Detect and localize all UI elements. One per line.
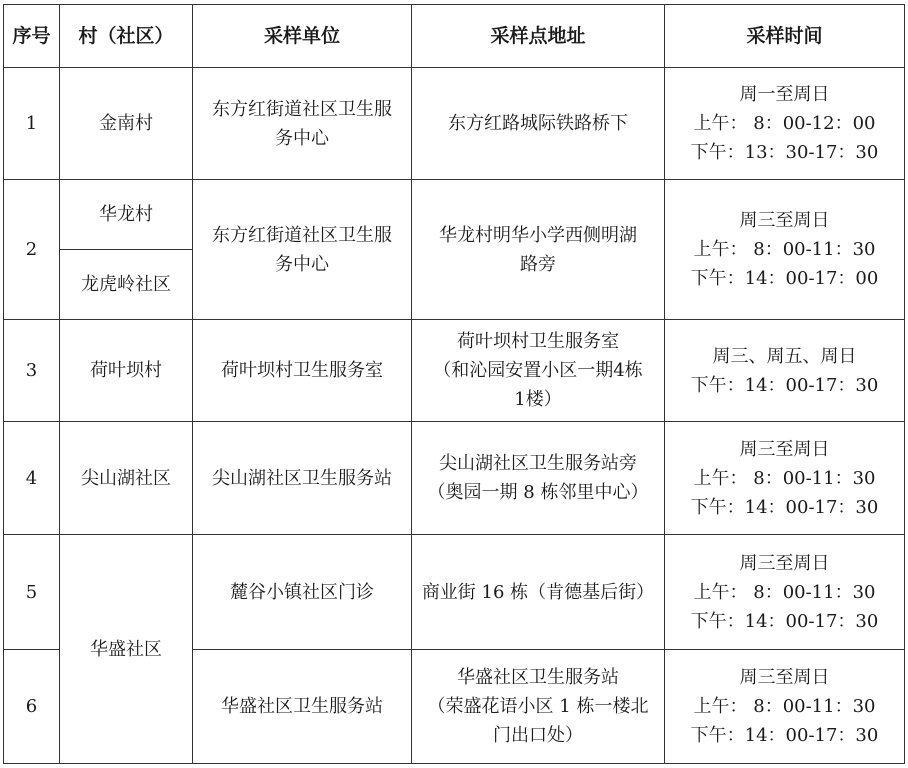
village-cell: 金南村 [60, 68, 193, 180]
unit-cell: 东方红街道社区卫生服 务中心 [193, 180, 412, 320]
village-cell: 龙虎岭社区 [60, 250, 193, 320]
village-cell: 荷叶坝村 [60, 320, 193, 422]
sampling-schedule-table [3, 4, 905, 764]
seq-cell: 4 [4, 422, 60, 535]
time-cell: 周三、周五、周日 下午：14：00-17：30 [665, 320, 905, 422]
village-cell: 华盛社区 [60, 535, 193, 764]
table-row [4, 422, 905, 535]
unit-cell: 华盛社区卫生服务站 [193, 650, 412, 764]
address-cell: 商业街 16 栋（肯德基后街） [412, 535, 665, 650]
village-cell: 华龙村 [60, 180, 193, 250]
time-cell: 周三至周日 上午： 8：00-11：30 下午：14：00-17：30 [665, 535, 905, 650]
address-cell: 华盛社区卫生服务站 （荣盛花语小区 1 栋一楼北 门出口处） [412, 650, 665, 764]
unit-cell: 尖山湖社区卫生服务站 [193, 422, 412, 535]
table-row [4, 180, 905, 250]
header-row [4, 5, 905, 68]
unit-cell: 荷叶坝村卫生服务室 [193, 320, 412, 422]
village-cell: 尖山湖社区 [60, 422, 193, 535]
header-unit: 采样单位 [193, 5, 412, 68]
table-row [4, 320, 905, 422]
time-cell: 周一至周日 上午： 8：00-12：00 下午：13：30-17：30 [665, 68, 905, 180]
unit-cell: 东方红街道社区卫生服 务中心 [193, 68, 412, 180]
header-time: 采样时间 [665, 5, 905, 68]
time-cell: 周三至周日 上午： 8：00-11：30 下午：14：00-17：30 [665, 422, 905, 535]
address-cell: 华龙村明华小学西侧明湖 路旁 [412, 180, 665, 320]
time-cell: 周三至周日 上午： 8：00-11：30 下午：14：00-17：30 [665, 650, 905, 764]
header-village: 村（社区） [60, 5, 193, 68]
seq-cell: 5 [4, 535, 60, 650]
address-cell: 尖山湖社区卫生服务站旁 （奥园一期 8 栋邻里中心） [412, 422, 665, 535]
unit-cell: 麓谷小镇社区门诊 [193, 535, 412, 650]
table-row [4, 535, 905, 650]
time-cell: 周三至周日 上午： 8：00-11：30 下午：14：00-17：00 [665, 180, 905, 320]
header-address: 采样点地址 [412, 5, 665, 68]
table-row [4, 68, 905, 180]
header-seq: 序号 [4, 5, 60, 68]
seq-cell: 3 [4, 320, 60, 422]
seq-cell: 2 [4, 180, 60, 320]
address-cell: 东方红路城际铁路桥下 [412, 68, 665, 180]
seq-cell: 6 [4, 650, 60, 764]
seq-cell: 1 [4, 68, 60, 180]
address-cell: 荷叶坝村卫生服务室 （和沁园安置小区一期4栋 1楼） [412, 320, 665, 422]
